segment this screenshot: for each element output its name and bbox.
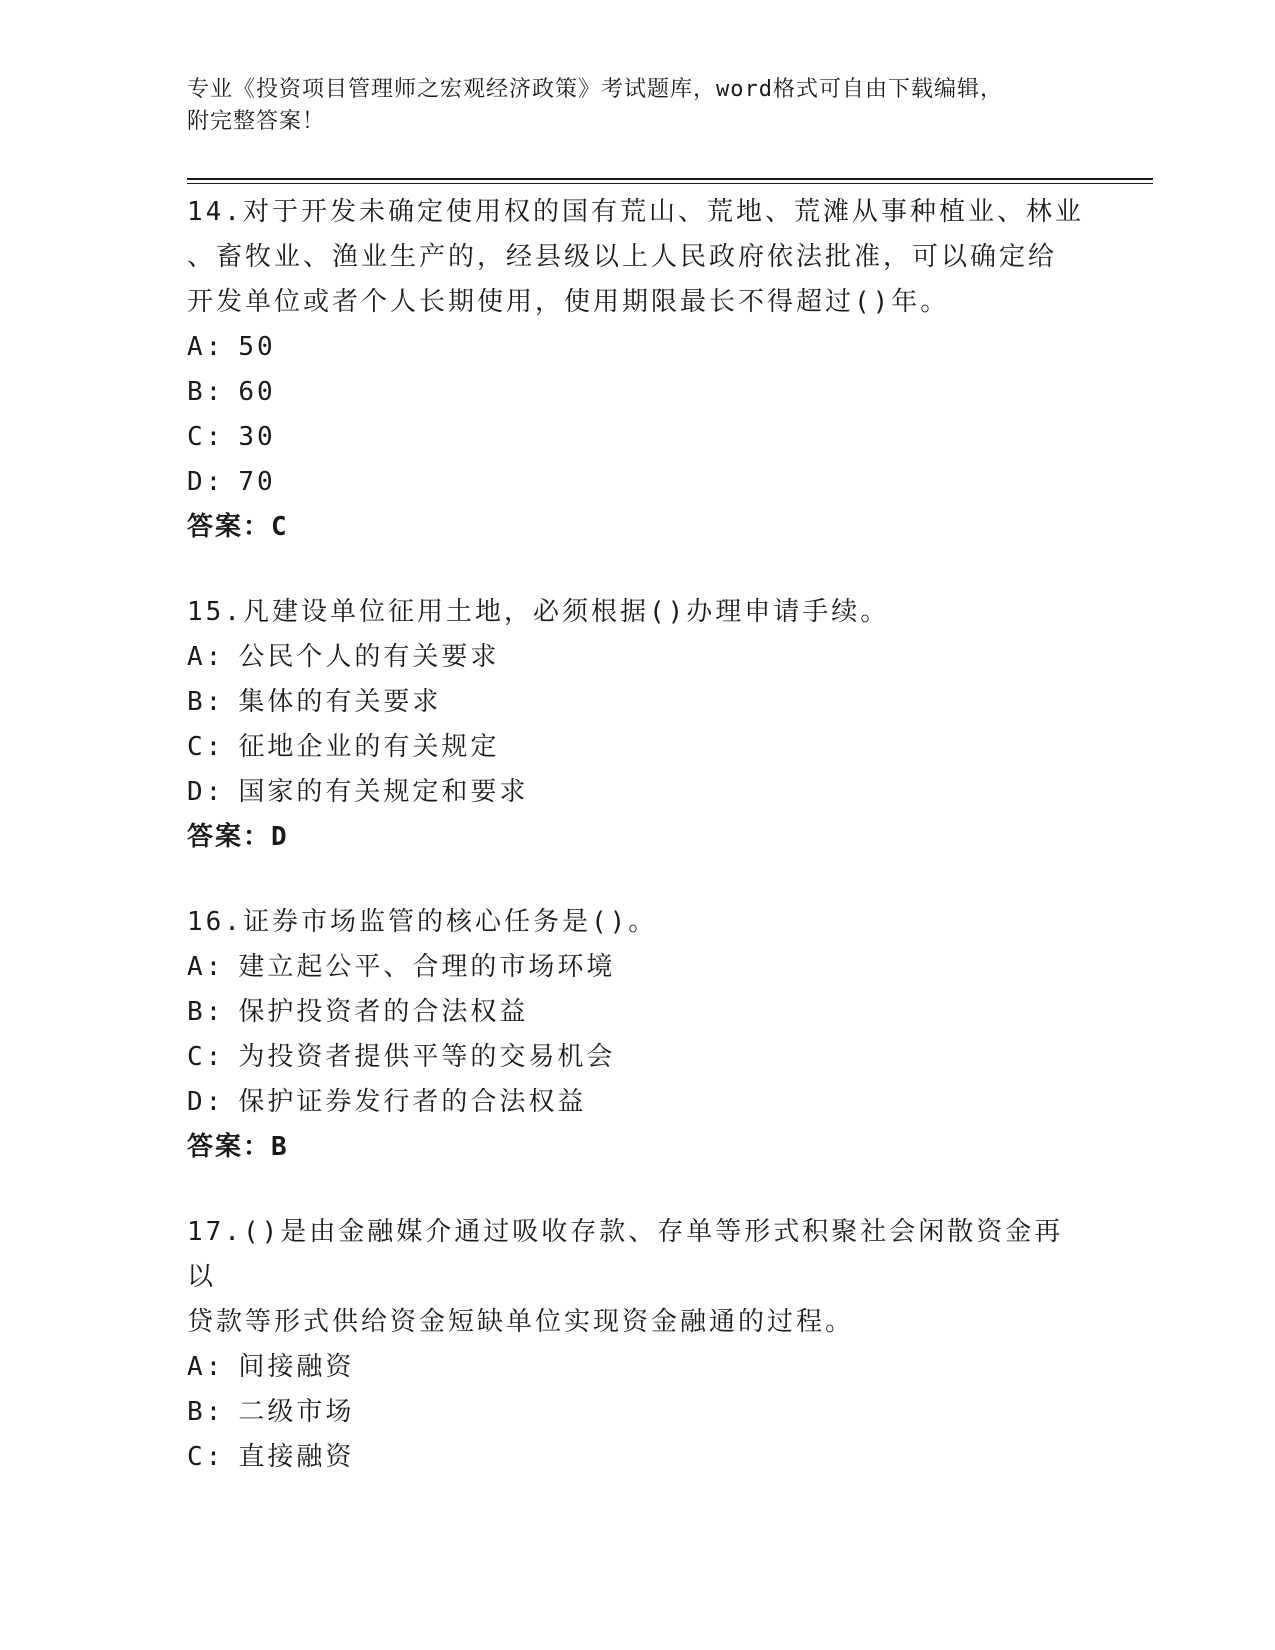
- question-block: [187, 900, 1087, 1170]
- header-divider-thin: [187, 183, 1153, 184]
- document-header: [187, 74, 1087, 138]
- option-text: 60: [238, 377, 276, 407]
- question-block: [187, 1210, 1087, 1480]
- option-text: 为投资者提供平等的交易机会: [238, 1042, 616, 1072]
- option-letter: B:: [187, 997, 225, 1027]
- option-letter: D:: [187, 1087, 225, 1117]
- option-letter: B:: [187, 377, 225, 407]
- option-letter: A:: [187, 1352, 225, 1382]
- answer-option: [187, 770, 1087, 815]
- question-stem-line: 贷款等形式供给资金短缺单位实现资金融通的过程。: [187, 1307, 855, 1337]
- answer-option: [187, 325, 1087, 370]
- option-text: 直接融资: [238, 1442, 355, 1472]
- answer-option: [187, 370, 1087, 415]
- option-text: 公民个人的有关要求: [238, 642, 500, 672]
- option-text: 间接融资: [238, 1352, 355, 1382]
- option-text: 二级市场: [238, 1397, 355, 1427]
- header-line-1: 专业《投资项目管理师之宏观经济政策》考试题库，word格式可自由下载编辑，: [187, 77, 1003, 102]
- option-letter: D:: [187, 467, 225, 497]
- answer-option: [187, 725, 1087, 770]
- header-divider-thick: [187, 178, 1153, 180]
- option-letter: C:: [187, 732, 225, 762]
- option-letter: D:: [187, 777, 225, 807]
- answer-key: 答案：C: [187, 512, 289, 542]
- answer-option: [187, 635, 1087, 680]
- answer-key: 答案：D: [187, 822, 289, 852]
- question-stem-line: 14.对于开发未确定使用权的国有荒山、荒地、荒滩从事种植业、林业: [187, 197, 1084, 227]
- answer-option: [187, 990, 1087, 1035]
- answer-key: 答案：B: [187, 1132, 289, 1162]
- answer-option: [187, 945, 1087, 990]
- answer-option: [187, 1435, 1087, 1480]
- option-text: 保护投资者的合法权益: [238, 997, 529, 1027]
- answer-option: [187, 1390, 1087, 1435]
- question-stem-line: 开发单位或者个人长期使用，使用期限最长不得超过()年。: [187, 287, 950, 317]
- option-letter: B:: [187, 1397, 225, 1427]
- option-letter: C:: [187, 1442, 225, 1472]
- question-list: [187, 190, 1087, 1520]
- answer-option: [187, 415, 1087, 460]
- option-letter: A:: [187, 332, 225, 362]
- question-stem-line: 16.证券市场监管的核心任务是()。: [187, 907, 658, 937]
- option-text: 建立起公平、合理的市场环境: [238, 952, 616, 982]
- question-block: [187, 190, 1087, 550]
- answer-option: [187, 1080, 1087, 1125]
- question-stem-line: 17.()是由金融媒介通过吸收存款、存单等形式积聚社会闲散资金再以: [187, 1217, 1064, 1292]
- option-text: 集体的有关要求: [238, 687, 442, 717]
- option-letter: A:: [187, 952, 225, 982]
- answer-option: [187, 1345, 1087, 1390]
- option-text: 国家的有关规定和要求: [238, 777, 529, 807]
- option-letter: C:: [187, 1042, 225, 1072]
- option-letter: A:: [187, 642, 225, 672]
- option-text: 30: [238, 422, 276, 452]
- question-stem-line: 、畜牧业、渔业生产的，经县级以上人民政府依法批准，可以确定给: [187, 242, 1058, 272]
- option-text: 保护证券发行者的合法权益: [238, 1087, 587, 1117]
- option-text: 50: [238, 332, 276, 362]
- question-stem-line: 15.凡建设单位征用土地，必须根据()办理申请手续。: [187, 597, 890, 627]
- answer-option: [187, 1035, 1087, 1080]
- answer-option: [187, 680, 1087, 725]
- option-text: 70: [238, 467, 276, 497]
- option-letter: B:: [187, 687, 225, 717]
- question-block: [187, 590, 1087, 860]
- header-line-2: 附完整答案！: [187, 109, 326, 134]
- answer-option: [187, 460, 1087, 505]
- option-text: 征地企业的有关规定: [238, 732, 500, 762]
- option-letter: C:: [187, 422, 225, 452]
